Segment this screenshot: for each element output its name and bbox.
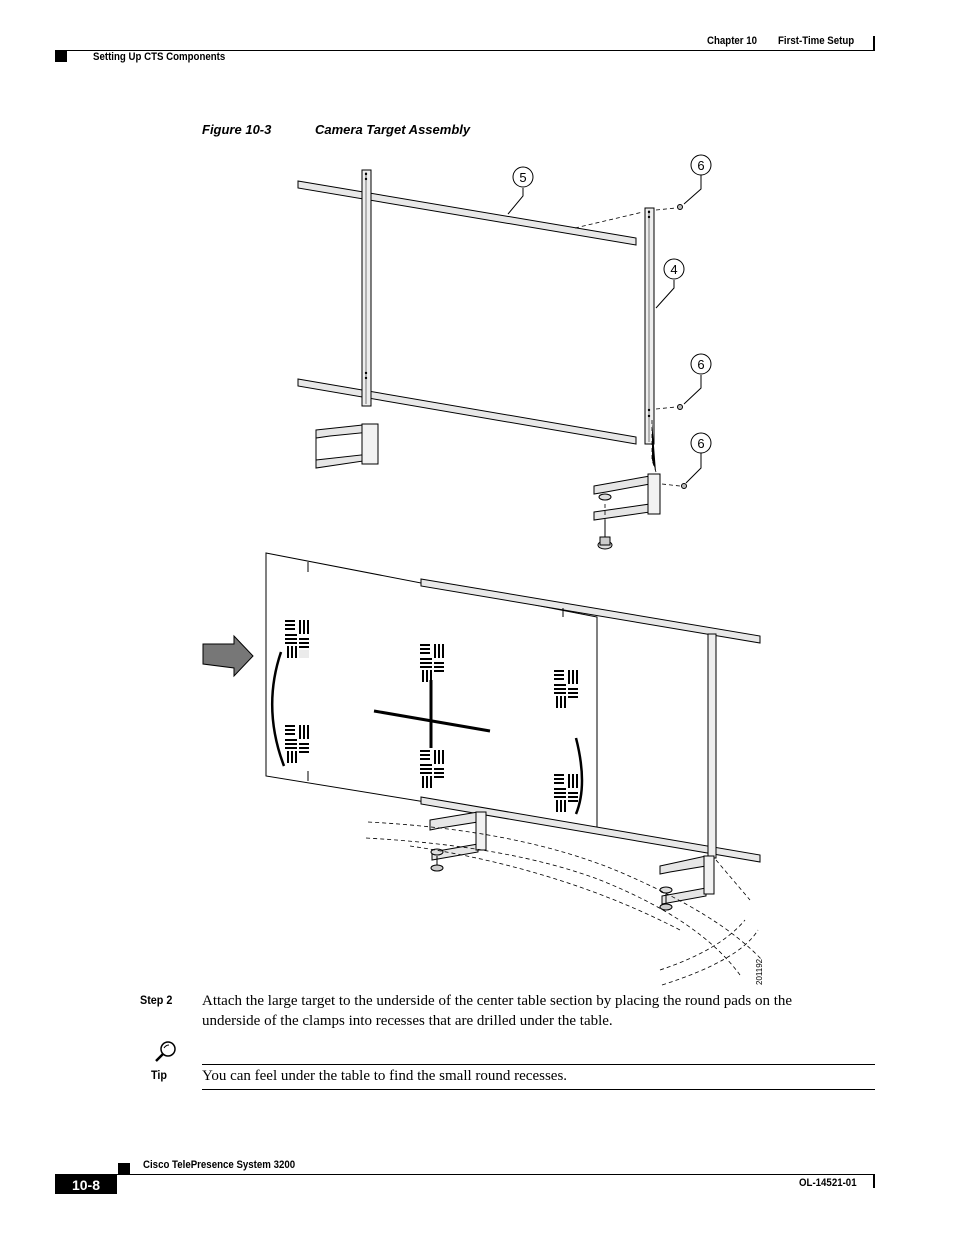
step-text-line1: Attach the large target to the underside of the center table section by placing the round pads on the [202,993,793,1009]
footer-page-number: 10-8 [71,1177,101,1193]
step-text-line2: underside of the clamps into recesses that are drilled under the table. [202,1013,613,1029]
tip-label: Tip [151,1068,168,1082]
callout-6-middle [691,354,711,374]
footer-product: Cisco TelePresence System 3200 [143,1159,296,1171]
footer-black-marker [118,1163,130,1174]
callout-6-top [691,155,711,175]
svg-text:6: 6 [697,158,705,173]
tip-text: You can feel under the table to find the small round recesses. [202,1068,568,1084]
callout-6-bottom [691,433,711,453]
tip-bottom-rule [202,1089,875,1090]
footer-doc-id: OL-14521-01 [799,1177,857,1189]
svg-text:4: 4 [670,262,678,277]
figure-label: Figure 10-3 [202,122,272,137]
header-chapter-title: First-Time Setup [778,35,855,47]
step-label: Step 2 [140,993,173,1007]
figure-title: Camera Target Assembly [315,122,471,137]
footer-rule [55,1174,875,1175]
callout-5 [513,167,533,187]
header-section: Setting Up CTS Components [93,51,226,63]
svg-text:6: 6 [697,436,705,451]
figure-image-id: 201192 [755,958,764,985]
svg-text:5: 5 [519,170,527,185]
assembled-target [203,553,762,985]
header-chapter: Chapter 10 [707,35,758,47]
exploded-frame [298,170,701,549]
tip-top-rule [202,1064,875,1065]
magnifier-icon [153,1040,179,1064]
callout-4 [664,259,684,279]
footer-right-tick [873,1174,875,1188]
svg-text:6: 6 [697,357,705,372]
